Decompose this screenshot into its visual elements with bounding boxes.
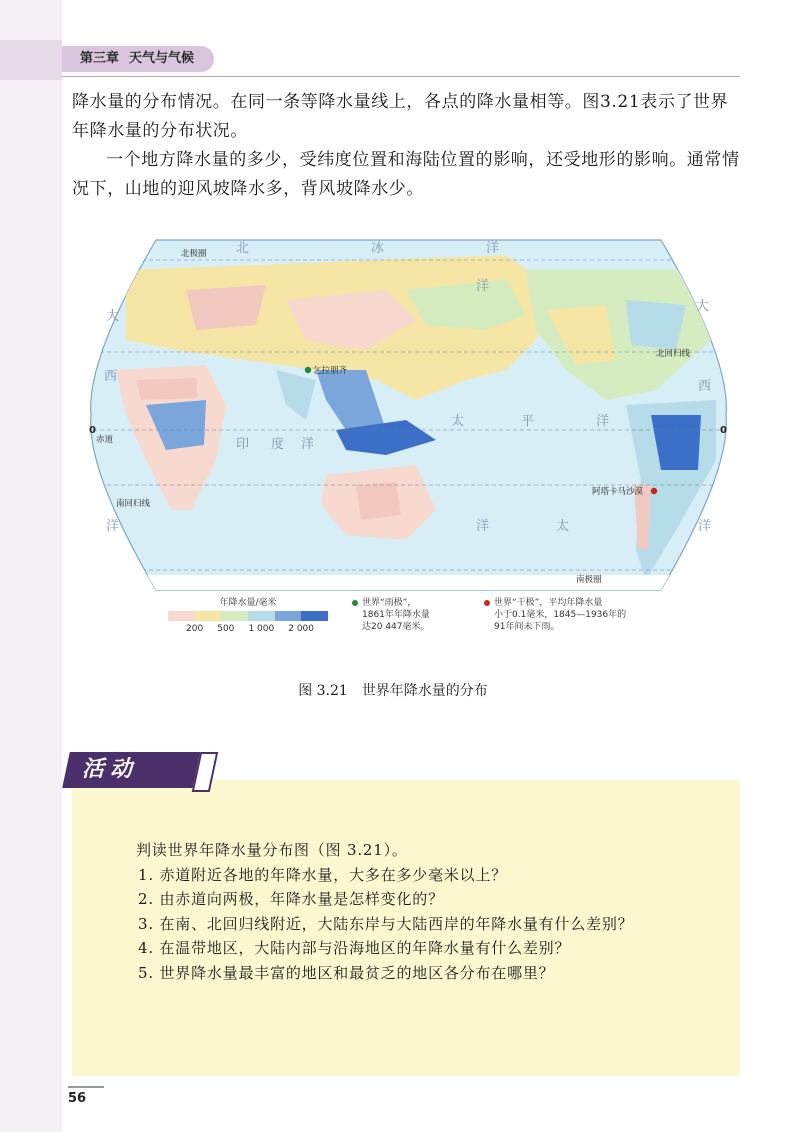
label-antarctic-circle: 南极圈 bbox=[576, 575, 602, 585]
page-number: 56 bbox=[68, 1086, 104, 1110]
legend-tick: 200 bbox=[186, 624, 204, 634]
dry-pole-line-3: 91年间未下雨。 bbox=[494, 622, 560, 632]
ocean-pacific-3: 洋 bbox=[596, 414, 610, 429]
swatch-4 bbox=[248, 611, 275, 621]
swatch-6 bbox=[301, 611, 328, 621]
page-margin-accent bbox=[0, 40, 62, 80]
legend-swatches bbox=[168, 611, 328, 621]
dry-pole-note bbox=[484, 597, 656, 633]
wet-pole-line-2: 1861年年降水量 bbox=[362, 610, 430, 620]
legend-ticks bbox=[168, 621, 328, 635]
chapter-number: 第三章 bbox=[80, 51, 120, 66]
label-atacama: 阿塔卡马沙漠 bbox=[592, 487, 644, 497]
ocean-north-2: 冰 bbox=[371, 241, 385, 256]
legend-tick: 1 000 bbox=[248, 624, 275, 634]
ocean-indian-1: 印 bbox=[236, 437, 250, 452]
wet-pole-marker bbox=[305, 367, 311, 373]
dry-pole-marker bbox=[651, 488, 657, 494]
figure-title: 世界年降水量的分布 bbox=[361, 683, 488, 699]
swatch-2 bbox=[195, 611, 222, 621]
ocean-indian-2: 度 bbox=[271, 437, 285, 452]
map-figure bbox=[86, 230, 731, 600]
ocean-atlantic-left-1: 大 bbox=[106, 309, 120, 324]
label-equator: 赤道 bbox=[96, 435, 114, 445]
wet-pole-line-3: 达20 447毫米。 bbox=[362, 622, 430, 632]
swatch-3 bbox=[221, 611, 248, 621]
page-margin-bar bbox=[0, 0, 62, 1132]
activity-content bbox=[136, 838, 726, 985]
chapter-header bbox=[62, 46, 214, 72]
label-arctic-circle: 北极圈 bbox=[181, 249, 207, 259]
legend-title: 年降水量/毫米 bbox=[219, 598, 277, 608]
wet-pole-dot bbox=[352, 600, 358, 606]
header-rule bbox=[62, 76, 740, 77]
swatch-5 bbox=[275, 611, 302, 621]
ocean-atlantic-left-2: 西 bbox=[104, 369, 118, 384]
body-paragraph-1: 降水量的分布情况。在同一条等降水量线上，各点的降水量相等。图3.21表示了世界年降水量的分布状况。 bbox=[72, 92, 729, 141]
ocean-north-3: 洋 bbox=[486, 241, 500, 256]
activity-question: 2. 由赤道向两极，年降水量是怎样变化的？ bbox=[138, 890, 444, 908]
legend-tick: 500 bbox=[217, 624, 235, 634]
world-precipitation-map bbox=[86, 230, 731, 600]
chapter-title: 天气与气候 bbox=[129, 51, 195, 66]
ocean-pacific-2: 平 bbox=[521, 414, 535, 429]
activity-question: 1. 赤道附近各地的年降水量，大多在多少毫米以上？ bbox=[138, 865, 508, 884]
activity-question: 4. 在温带地区，大陆内部与沿海地区的年降水量有什么差别？ bbox=[138, 939, 571, 957]
activity-question: 5. 世界降水量最丰富的地区和最贫乏的地区各分布在哪里？ bbox=[138, 963, 555, 982]
ocean-extra-3: 太 bbox=[556, 519, 570, 534]
wet-pole-note bbox=[352, 597, 470, 633]
label-tropic-capricorn: 南回归线 bbox=[116, 499, 151, 509]
ocean-atlantic-right-2: 西 bbox=[698, 379, 712, 394]
ocean-north-1: 北 bbox=[236, 241, 250, 256]
ocean-atlantic-right-1: 大 bbox=[696, 299, 710, 314]
wet-pole-line-1: 世界“雨极”， bbox=[362, 598, 417, 608]
dry-pole-line-1: 世界“干极”，平均年降水量 bbox=[494, 598, 603, 608]
ocean-pacific-1: 太 bbox=[451, 414, 465, 429]
activity-question: 3. 在南、北回归线附近，大陆东岸与大陆西岸的年降水量有什么差别？ bbox=[138, 914, 634, 933]
ocean-indian-3: 洋 bbox=[301, 437, 315, 452]
swatch-1 bbox=[168, 611, 195, 621]
body-paragraph-2: 一个地方降水量的多少，受纬度位置和海陆位置的影响，还受地形的影响。通常情况下，山地的迎风坡降水多，背风坡降水少。 bbox=[72, 150, 740, 199]
label-tropic-cancer: 北回归线 bbox=[656, 349, 691, 359]
ocean-atlantic-left-3: 洋 bbox=[106, 519, 120, 534]
dry-pole-line-2: 小于0.1毫米，1845—1936年的 bbox=[494, 610, 627, 620]
activity-title: 活动 bbox=[82, 757, 139, 782]
precip-legend bbox=[168, 597, 328, 635]
ocean-extra-1: 洋 bbox=[476, 279, 490, 294]
activity-intro: 判读世界年降水量分布图（图 3.21）。 bbox=[136, 841, 408, 859]
figure-number: 图 3.21 bbox=[298, 683, 348, 699]
ocean-atlantic-right-3: 洋 bbox=[698, 519, 712, 534]
legend-tick: 2 000 bbox=[288, 624, 314, 634]
ocean-extra-2: 洋 bbox=[476, 519, 490, 534]
figure-caption bbox=[0, 680, 800, 700]
label-zero-left: 0 bbox=[89, 425, 96, 436]
label-cherrapunji: 乞拉朋齐 bbox=[313, 366, 348, 376]
label-zero-right: 0 bbox=[720, 425, 727, 436]
dry-pole-dot bbox=[484, 600, 490, 606]
